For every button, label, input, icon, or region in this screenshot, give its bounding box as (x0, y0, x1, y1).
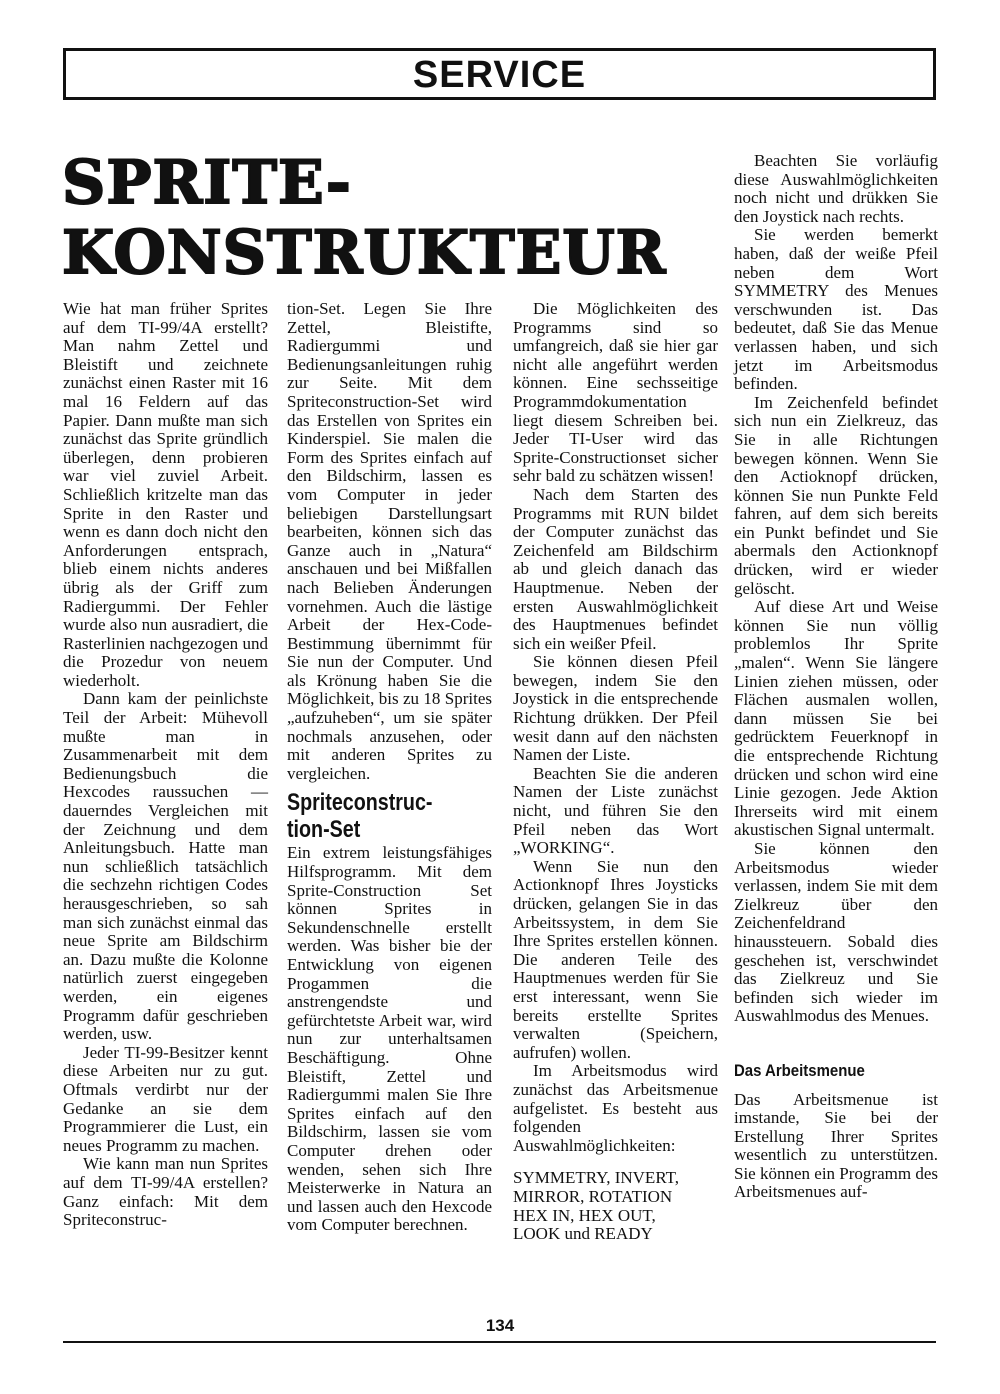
subheading-line-1: Spriteconstruc- (287, 789, 433, 817)
paragraph: Beachten Sie die anderen Namen der Liste zunächst nicht, und führen Sie den Pfeil neben das Wort „WORKING“. (513, 763, 718, 858)
list-item: SYMMETRY, INVERT, (513, 1168, 680, 1188)
text-column-3 (513, 300, 718, 1244)
subheading-spriteconstruction-set (287, 789, 455, 843)
paragraph: Dann kam der peinlichste Teil der Arbeit: Mühevoll mußte man in Zusammenarbeit mit dem Bedienungsbuch die Hexcodes raussuchen — dauerndes Vergleichen mit der Zeichnung und dem Anleitungsbuch. Hatte man nun schließlich tatsächlich die sechzehn richtigen Codes herausgeschrieben, so sah man sich zunächst einmal das neue Sprite am Bildschirm an. Dazu mußte die Kolonne natürlich zuerst eingegeben werden, ein eigenes Programm dafür geschrieben werden, usw. (63, 689, 268, 1044)
headline-line-2: KONSTRUKTEUR (62, 218, 667, 288)
text-column-4 (734, 152, 938, 1202)
paragraph: Jeder TI-99-Besitzer kennt diese Arbeiten nur zu gut. Oftmals verdirbt nur der Gedanke an sie dem Programmierer die Lust, ein neues Programm zu machen. (63, 1042, 268, 1155)
paragraph: Nach dem Starten des Programms mit RUN bildet der Computer zunächst das Zeichenfeld am Bildschirm ab und gleich danach das Hauptmenue. Neben der ersten Auswahlmöglichkeit des Hauptmenues befindet sich ein weißer Pfeil. (513, 484, 718, 653)
headline-line-1: SPRITE- (62, 148, 352, 218)
list-item: HEX IN, HEX OUT, (513, 1205, 656, 1225)
paragraph: Die Möglichkeiten des Programms sind so umfangreich, daß sie hier gar nicht alle angeführt werden können. Eine sechsseitige Programmdokumentation liegt diesem Schreiben bei. Jeder TI-User wird das Sprite-Constructionset sicher sehr bald zu schätzen wissen! (513, 299, 718, 486)
list-item: LOOK und READY (513, 1224, 653, 1244)
paragraph: tion-Set. Legen Sie Ihre Zettel, Bleistifte, Radiergummi und Bedienungsanleitungen ruhig zur Seite. Mit dem Spriteconstruction-Set wird das Erstellen von Sprites ein Kinderspiel. Sie malen die Form des Sprites einfach auf den Bildschirm, lassen es vom Computer in jeder beliebigen Darstellungsart bearbeiten, können sich das Ganze auch in „Natura“ anschauen und bei Mißfallen nach Belieben Änderungen vornehmen. Auch die lästige Arbeit der Hex-Code-Bestimmung übernimmt für Sie nun der Computer. Und als Krönung haben Sie die Möglichkeit, bis zu 18 Sprites „aufzuheben“, um sie später nochmals anzusehen, oder mit anderen Sprites zu vergleichen. (287, 299, 492, 783)
paragraph: Auf diese Art und Weise können Sie nun völlig problemlos Ihr Sprite „malen“. Wenn Sie längere Linien ziehen müssen, oder Flächen ausmalen wollen, dann müssen Sie bei gedrücktem Feuerknopf in die entsprechende Richtung drücken und schon wird eine Linie gezogen. Jede Aktion Ihrerseits wird mit einem akustischen Signal untermalt. (734, 597, 938, 840)
paragraph: Wenn Sie nun den Actionknopf Ihres Joysticks drücken, gelangen Sie in das Arbeitssystem, in dem Sie Ihre Sprites erstellen können. Die anderen Teile des Hauptmenues werden für Sie erst interessant, wenn Sie bereits erstellte Sprites verwalten (Speichern, aufrufen) wollen. (513, 856, 718, 1062)
article-headline (62, 148, 712, 288)
section-title: SERVICE (412, 54, 587, 96)
subheading-line-2: tion-Set (287, 816, 361, 844)
paragraph: Sie können den Arbeitsmodus wieder verlassen, indem Sie mit dem Zielkreuz über den Zeichenfeldrand hinaussteuern. Sobald dies geschehen ist, verschwindet das Zielkreuz und Sie befinden sich wieder im Auswahlmodus des Menues. (734, 838, 938, 1026)
paragraph: Das Arbeitsmenue ist imstande, Sie bei der Erstellung Ihrer Sprites wesentlich zu unterstützen. Sie können ein Programm des Arbeitsmenues auf- (734, 1089, 938, 1202)
paragraph: Wie kann man nun Sprites auf dem TI-99/4A erstellen? Ganz einfach: Mit dem Spriteconstruc- (63, 1154, 268, 1230)
paragraph: Im Arbeitsmodus wird zunächst das Arbeitsmenue aufgelistet. Es besteht aus folgenden Auswahlmöglichkeiten: (513, 1061, 718, 1155)
page-number: 134 (485, 1316, 515, 1335)
text-column-2 (287, 300, 492, 1235)
list-item: MIRROR, ROTATION (513, 1186, 673, 1206)
paragraph: Sie werden bemerkt haben, daß der weiße Pfeil neben dem Wort SYMMETRY des Menues verschwunden ist. Das bedeutet, daß Sie das Menue verlassen haben, und sich jetzt im Arbeitsmodus befinden. (734, 225, 938, 394)
paragraph: Im Zeichenfeld befindet sich nun ein Zielkreuz, das Sie in alle Richtungen bewegen können. Wenn Sie den Actioknopf drücken, können Sie nun Punkte Feld fahren, auf dem sich bereits ein Punkt befindet und Sie abermals den Actionknopf drücken, wird er wieder gelöscht. (734, 392, 938, 598)
paragraph: Sie können diesen Pfeil bewegen, indem Sie den Joystick in die entsprechende Richtung drükken. Der Pfeil wesit dann auf den nächsten Namen der Liste. (513, 652, 718, 765)
paragraph: Wie hat man früher Sprites auf dem TI-99/4A erstellt? Man nahm Zettel und Bleistift und zeichnete zunächst einen Raster mit 16 mal 16 Feldern auf das Papier. Dann mußte man sich zunächst das Sprite gründlich überlegen, denn probieren war viel zuviel Arbeit. Schließlich kritzelte man das Sprite in den Raster und wenn es dann doch nicht den Anforderungen entsprach, blieb einem nichts anderes übrig als der Griff zum Radiergummi. Der Fehler wurde also nun ausradiert, die Rasterlinien nachgezogen und die Prozedur von neuem wiederholt. (63, 299, 268, 690)
section-header-box (63, 48, 936, 100)
menu-options-list (513, 1169, 718, 1243)
paragraph: Ein extrem leistungsfähiges Hilfsprogramm. Mit dem Sprite-Construction Set können Sprites in Sekundenschnelle erstellt werden. Was bisher bie der Entwicklung von eigenen Progammen die anstrengendste und gefürchtetste Arbeit war, wird nun zur unterhaltsamen Beschäftigung. Ohne Bleistift, Zettel und Radiergummi malen Sie Ihre Sprites einfach auf den Bildschirm, lassen sie vom Computer drehen oder wenden, sehen sich Ihre Meisterwerke in Natura an und lassen auch den Hexcode vom Computer berechnen. (287, 843, 492, 1235)
text-column-1 (63, 300, 268, 1230)
footer-rule (63, 1341, 936, 1343)
subheading-das-arbeitsmenue: Das Arbeitsmenue (734, 1060, 865, 1080)
paragraph: Beachten Sie vorläufig diese Auswahlmöglichkeiten noch nicht und drükken Sie den Joystick nach rechts. (734, 151, 938, 226)
